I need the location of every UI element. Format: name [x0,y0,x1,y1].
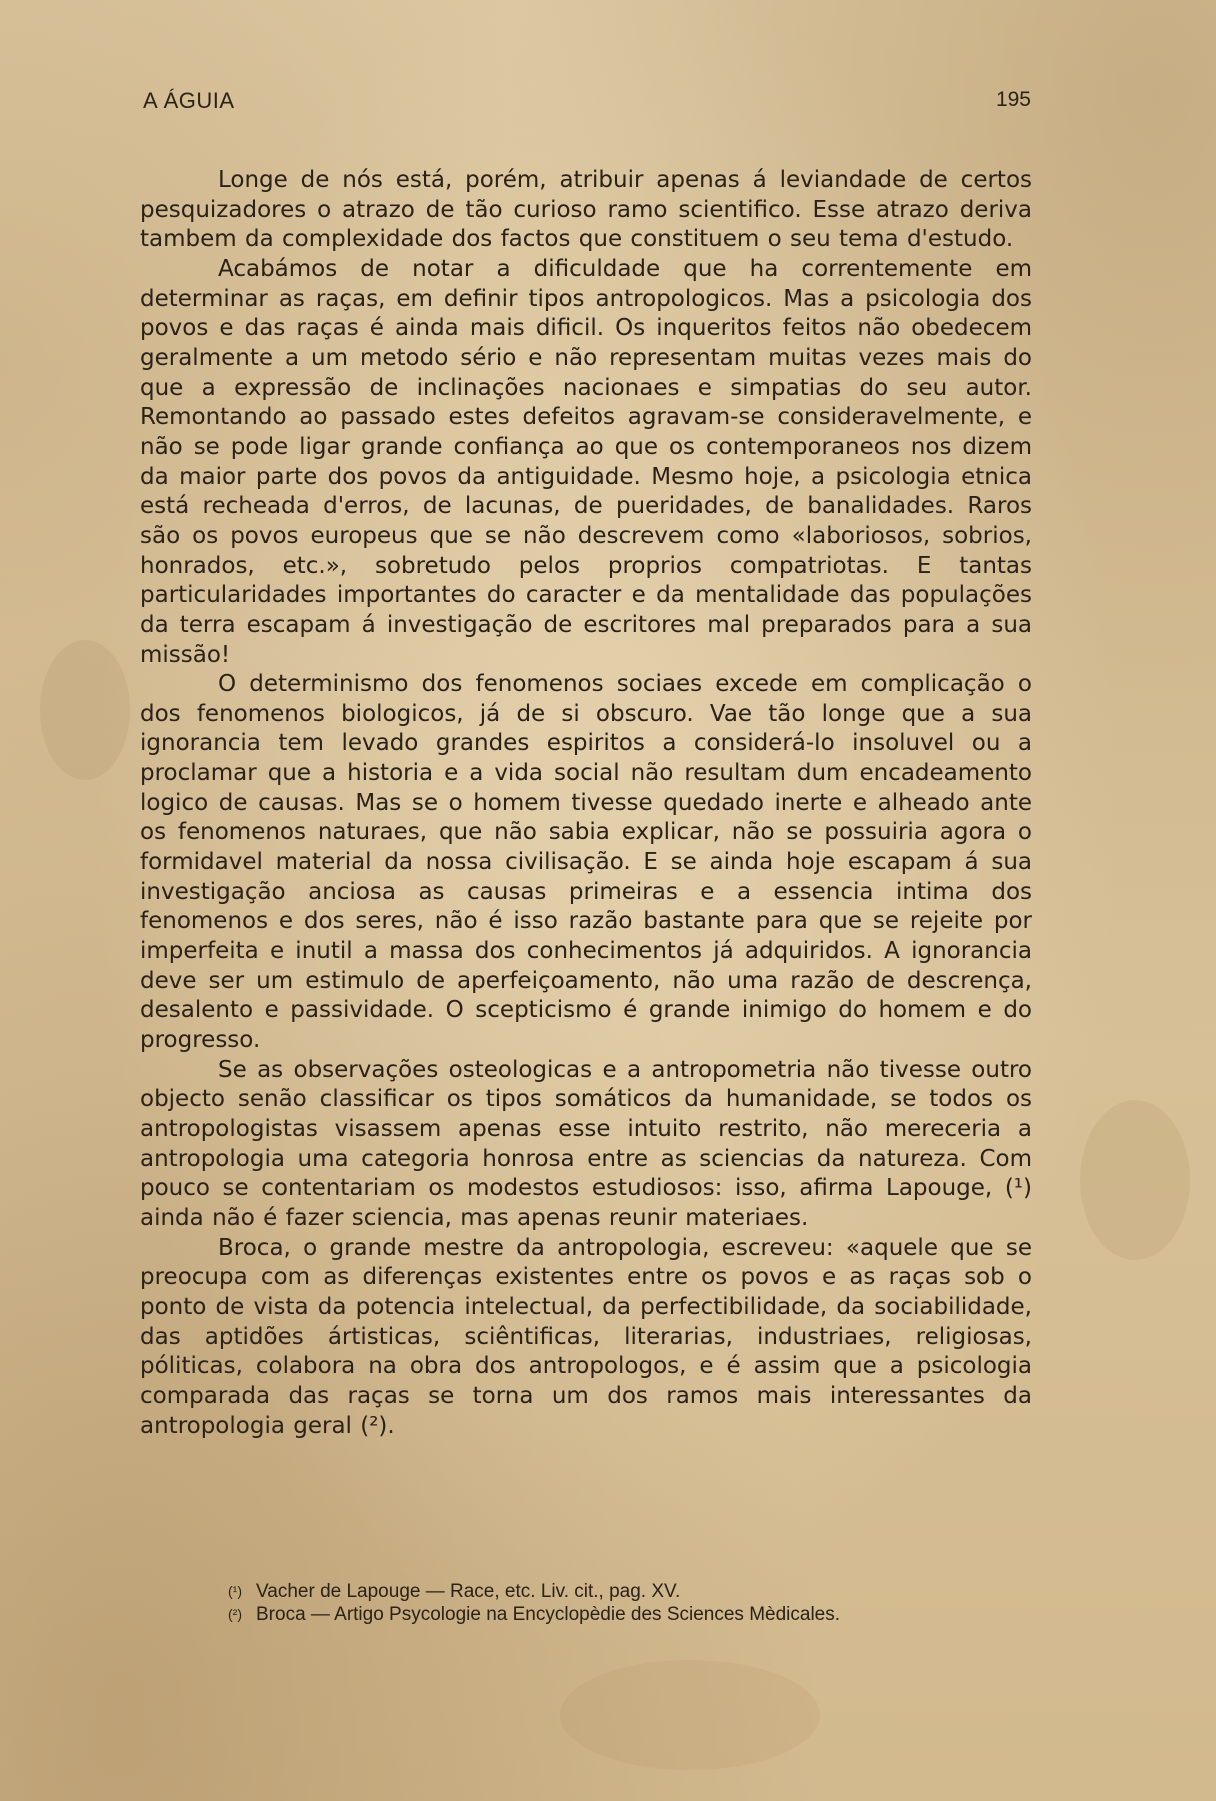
paragraph: Se as observações osteologicas e a antropometria não tivesse outro objecto senão classificar os tipos somáticos da humanidade, se todos os antropologistas visassem apenas esse intuito restrito, não mereceria a antropologia uma categoria honrosa entre as sciencias da natureza. Com pouco se contentariam os modestos estudiosos: isso, afirma Lapouge, (¹) ainda não é fazer sciencia, mas apenas reunir materiaes. [140,1056,1032,1231]
paper-stain [40,640,130,780]
running-title: A ÁGUIA [143,88,235,113]
paper-stain [1080,1100,1190,1260]
paper-stain [560,1660,820,1770]
body-text [140,166,1032,1441]
paragraph: Longe de nós está, porém, atribuir apenas á leviandade de certos pesquizadores o atrazo de tão curioso ramo scientifico. Esse atrazo deriva tambem da complexidade dos factos que constituem o seu tema d'estudo. [140,167,1032,253]
footnotes [228,1580,1028,1626]
footnote [228,1580,1028,1603]
paragraph: Broca, o grande mestre da antropologia, escreveu: «aquele que se preocupa com as diferenças existentes entre os povos e as raças sob o ponto de vista da potencia intelectual, da perfectibilidade, da sociabilidade, das aptidões ártisticas, sciêntificas, literarias, industriaes, religiosas, póliticas, colabora na obra dos antropologos, e é assim que a psicologia comparada das raças se torna um dos ramos mais interessantes da antropologia geral (²). [140,1234,1032,1439]
footnote [228,1603,1028,1626]
footnote-text: Broca — Artigo Psycologie na Encyclopèdie des Sciences Mèdicales. [256,1604,841,1625]
footnote-mark: (¹) [228,1583,242,1599]
footnote-text: Vacher de Lapouge — Race, etc. Liv. cit., pag. XV. [256,1581,681,1602]
page-header [143,88,1031,120]
page-number: 195 [995,88,1031,111]
paragraph: Acabámos de notar a dificuldade que ha correntemente em determinar as raças, em definir tipos antropologicos. Mas a psicologia dos povos e das raças é ainda mais dificil. Os inqueritos feitos não obedecem geralmente a um metodo sério e não representam muitas vezes mais do que a expressão de inclinações nacionaes e simpatias do seu autor. Remontando ao passado estes defeitos agravam-se consideravelmente, e não se pode ligar grande confiança ao que os contemporaneos nos dizem da maior parte dos povos da antiguidade. Mesmo hoje, a psicologia etnica está recheada d'erros, de lacunas, de pueridades, de banalidades. Raros são os povos europeus que se não descrevem como «laboriosos, sobrios, honrados, etc.», sobretudo pelos proprios compatriotas. E tantas particularidades importantes do caracter e da mentalidade das populações da terra escapam á investigação de escritores mal preparados para a sua missão! [140,255,1032,668]
footnote-mark: (²) [228,1606,242,1622]
paragraph: O determinismo dos fenomenos sociaes excede em complicação o dos fenomenos biologicos, já de si obscuro. Vae tão longe que a sua ignorancia tem levado grandes espiritos a considerá-lo insoluvel ou a proclamar que a historia e a vida social não resultam dum encadeamento logico de causas. Mas se o homem tivesse quedado inerte e alheado ante os fenomenos naturaes, que não sabia explicar, não se possuiria agora o formidavel material da nossa civilisação. E se ainda hoje escapam á sua investigação anciosa as causas primeiras e a essencia intima dos fenomenos e dos seres, não é isso razão bastante para que se rejeite por imperfeita e inutil a massa dos conhecimentos já adquiridos. A ignorancia deve ser um estimulo de aperfeiçoamento, não uma razão de descrença, desalento e passividade. O scepticismo é grande inimigo do homem e do progresso. [140,671,1032,1054]
